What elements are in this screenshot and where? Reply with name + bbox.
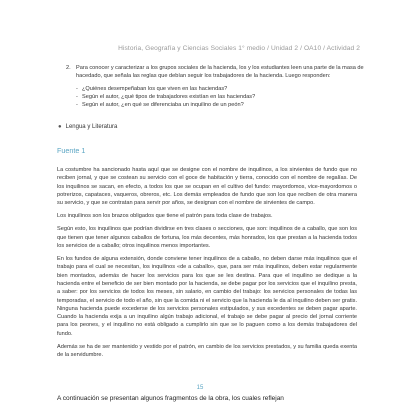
question-item: - Según el autor, ¿qué tipos de trabajadores existían en las haciendas? (76, 93, 366, 101)
source-subtitle: Fuente 1 (57, 146, 86, 155)
paragraph: Según esto, los inquilinos que podrían dividirse en tres clases o secciones, que son: inquilinos de a caballo, que son los que tienen que tener algunos caballos de fortuna, los más decentes, más honrados, los que prestan a la hacienda todos los servicios de a caballo; otros inquilinos menos importantes. (57, 226, 357, 249)
question-item: - ¿Quiénes desempeñaban los que viven en las haciendas? (76, 85, 366, 93)
activity-number: 2. (66, 65, 71, 71)
source-text (57, 166, 357, 364)
activity-instructions: Para conocer y caracterizar a los grupos sociales de la hacienda, los y los estudiantes leen una parte de la masa de hacedado, que señala las reglas que debían seguir los trabajadores de la hacienda. Luego responden: (76, 65, 364, 80)
section-title: Lengua y Literatura (65, 124, 118, 130)
section-heading (58, 124, 117, 130)
questions-list (66, 85, 366, 110)
paragraph: Los inquilinos son los brazos obligados que tiene el patrón para toda clase de trabajos. (57, 213, 273, 220)
paragraph: En los fundos de alguna extensión, donde conviene tener inquilinos de a caballo, no deben darse más inquilinos que el trabajo para el cual se necesitan, los inquilinos «de a caballo», que, para ser más inquilinos, deben estar regularmente bien montados, además de hacer los servicios para los que se les destina. Para que el inquilino se dedique a la hacienda entre el beneficio de ser bien montado por la hacienda, se debe pagar por los servicios que el inquilino presta, a saber: por los servicios de todos los meses, sin salario, en cambio del trabajo: los servicios personales de todas las temporadas, el servicio de todo el año, sin que la comida ni el servicio que la hacienda le da al inquilino deben ser gratis. Ninguna hacienda puede excederse de los servicios personales estipulados, y sus excedentes se deben pagar aparte. Cuando la hacienda exija a un inquilino algún trabajo adicional, el trabajo se debe pagar al precio del jornal corriente para los peones, y el inquilino no está obligado a cumplirlo sin que se lo paguen como a los demás trabajadores del fundo. (57, 256, 357, 337)
question-item: - Según el autor, ¿en qué se diferenciaba un inquilino de un peón? (76, 101, 366, 109)
paragraph: Además se ha de ser mantenido y vestido por el patrón, en cambio de los servicios prestados, y su familia queda exenta de la servidumbre. (57, 343, 357, 359)
activity-block (66, 64, 366, 109)
paragraph: La costumbre ha sancionado hasta aquí que se designe con el nombre de inquilinos, a los sirvientes de fundo que no reciben jornal, y que se costean su servicio con el goce de habitación y tierra, conocido con el nombre de regalías. De los inquilinos se sacan, en efecto, a todos los que se ocupan en el cultivo del fundo: mayordomos, vice-mayordomos o potrerizos, capataces, vaqueros, obreros, etc. Los demás empleados de fundo que son los que reciben de otra manera su servicio, y que se contratan para servir por años, se designan con el nombre de sirvientes de campo. (57, 167, 357, 207)
page-header-breadcrumb: Historia, Geografía y Ciencias Sociales 1° medio / Unidad 2 / OA10 / Actividad 2 (118, 45, 360, 52)
next-page-cut-line: A continuación se presentan algunos fragmentos de la obra, los cuales reflejan (57, 395, 284, 402)
circle-bullet-icon: ● (58, 124, 62, 130)
page-number: 15 (196, 385, 204, 391)
